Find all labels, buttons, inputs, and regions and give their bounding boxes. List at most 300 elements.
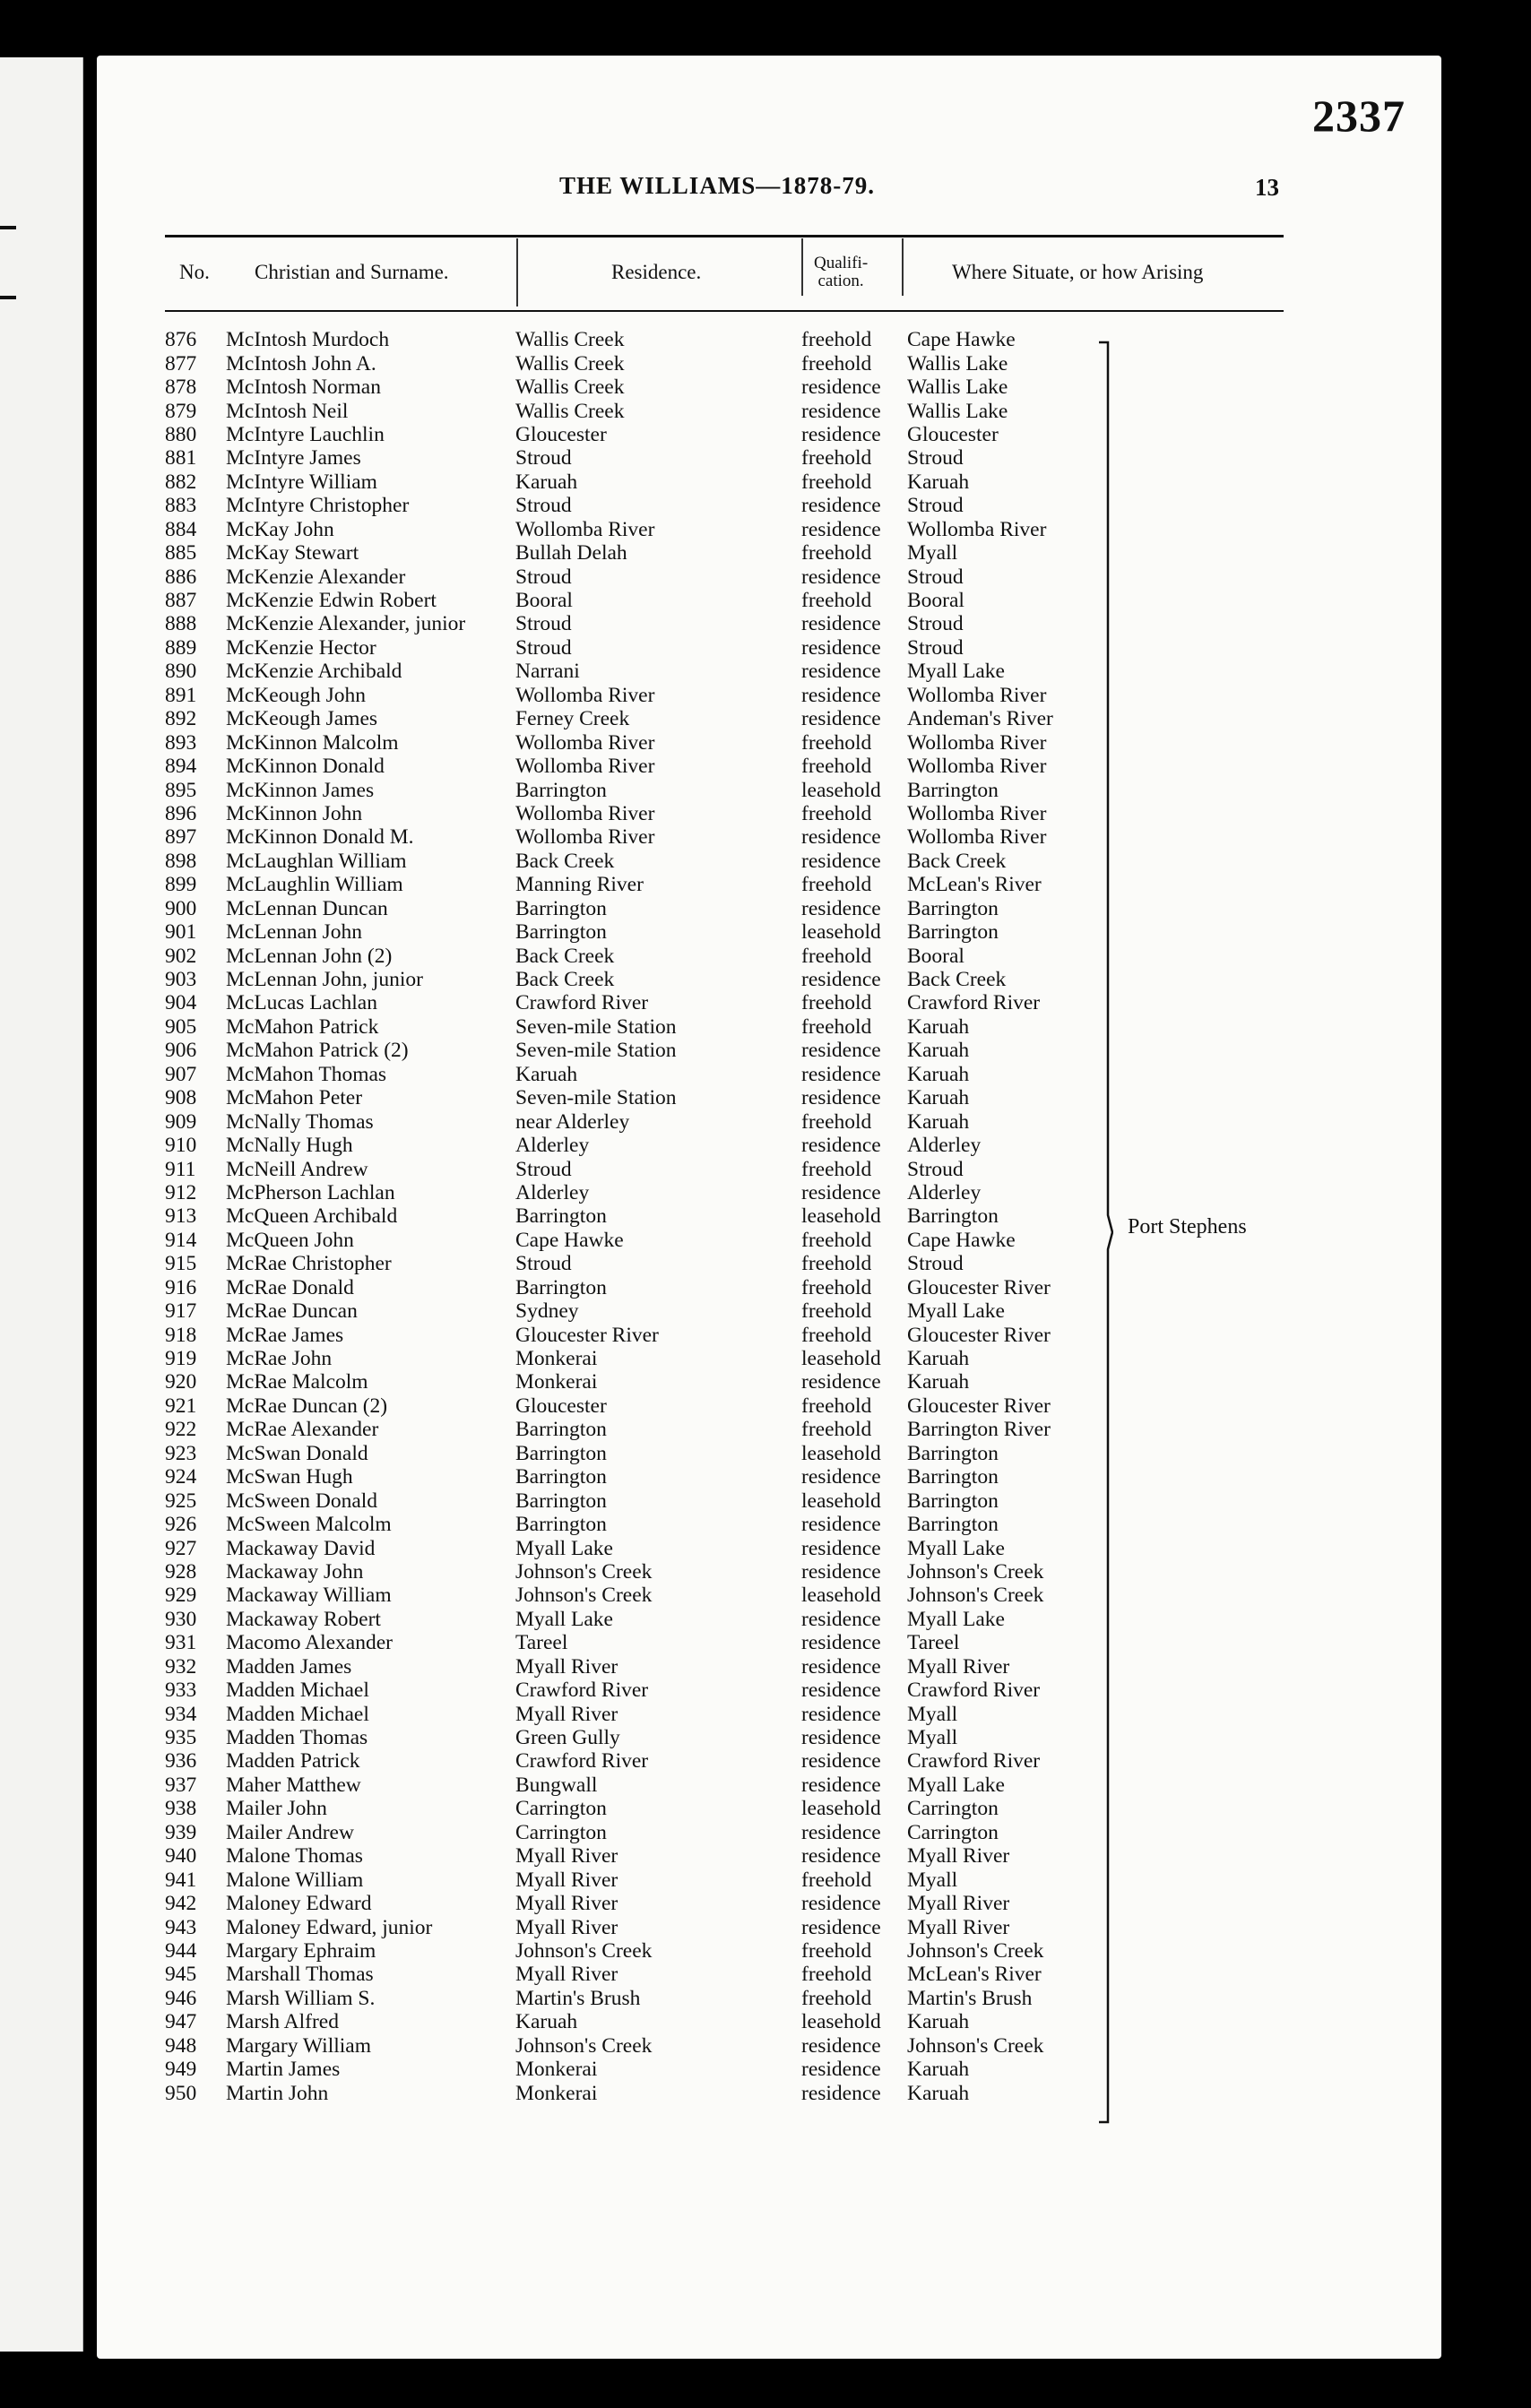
entry-number: 940 (165, 1844, 197, 1869)
table-row (165, 825, 1104, 849)
voter-name: McKinnon John (226, 801, 363, 825)
voter-name: Mackaway William (226, 1584, 392, 1608)
table-row (165, 1892, 1104, 1915)
entry-number: 903 (165, 968, 197, 992)
residence: Johnson's Creek (515, 1559, 653, 1584)
qualification: freehold (801, 1963, 872, 1987)
voter-name: Margary William (226, 2033, 371, 2058)
table-row (165, 1465, 1104, 1489)
qualification: freehold (801, 1938, 872, 1963)
residence: Myall River (515, 1915, 618, 1939)
entry-number: 931 (165, 1631, 197, 1655)
qualification: freehold (801, 1275, 872, 1299)
qualification: residence (801, 896, 881, 920)
entry-number: 946 (165, 1986, 197, 2010)
entry-number: 920 (165, 1370, 197, 1394)
table-row (165, 660, 1104, 683)
entry-number: 888 (165, 612, 197, 636)
entry-number: 907 (165, 1062, 197, 1086)
entry-number: 898 (165, 849, 197, 873)
voter-name: Maloney Edward, junior (226, 1915, 433, 1939)
residence: Gloucester (515, 422, 607, 446)
table-row (165, 446, 1104, 470)
qualification: residence (801, 1513, 881, 1537)
table-row (165, 850, 1104, 873)
voter-name: McLucas Lachlan (226, 991, 377, 1015)
qualification: freehold (801, 1986, 872, 2010)
where-situate: Myall Lake (907, 1773, 1005, 1797)
voter-name: McIntyre James (226, 446, 361, 470)
qualification: freehold (801, 801, 872, 825)
entry-number: 936 (165, 1749, 197, 1774)
table-row (165, 1513, 1104, 1536)
voter-name: McQueen Archibald (226, 1204, 398, 1229)
where-situate: Back Creek (907, 849, 1007, 873)
entry-number: 937 (165, 1773, 197, 1797)
where-situate: Karuah (907, 1014, 970, 1039)
voter-name: McLennan John (226, 920, 363, 945)
entry-number: 897 (165, 825, 197, 850)
voter-name: McRae James (226, 1323, 344, 1347)
entry-number: 894 (165, 755, 197, 779)
where-situate: Gloucester (907, 422, 999, 446)
entry-number: 945 (165, 1963, 197, 1987)
voter-name: McMahon Patrick (2) (226, 1039, 409, 1063)
voter-name: McRae Duncan (226, 1299, 358, 1324)
residence: Manning River (515, 873, 644, 897)
entry-number: 942 (165, 1892, 197, 1916)
entry-number: 900 (165, 896, 197, 920)
entry-number: 949 (165, 2058, 197, 2082)
entry-number: 914 (165, 1228, 197, 1252)
voter-name: McKinnon Donald M. (226, 825, 414, 850)
table-row (165, 991, 1104, 1014)
voter-name: Margary Ephraim (226, 1938, 376, 1963)
voter-name: McLaughlan William (226, 849, 407, 873)
table-row (165, 920, 1104, 944)
entry-number: 906 (165, 1039, 197, 1063)
table-row (165, 1347, 1104, 1370)
table-row (165, 1442, 1104, 1465)
qualification: freehold (801, 1299, 872, 1324)
voter-name: McSwan Donald (226, 1441, 368, 1465)
entry-number: 887 (165, 589, 197, 613)
where-situate: Karuah (907, 1062, 970, 1086)
table-row (165, 2010, 1104, 2033)
voter-name: McRae Donald (226, 1275, 354, 1299)
entry-number: 926 (165, 1513, 197, 1537)
running-title: THE WILLIAMS—1878-79. (559, 172, 876, 199)
voter-name: Madden Michael (226, 1679, 369, 1703)
where-situate: Myall Lake (907, 1299, 1005, 1324)
where-situate: Alderley (907, 1180, 982, 1204)
voter-name: Maher Matthew (226, 1773, 361, 1797)
residence: Stroud (515, 446, 572, 470)
qualification: residence (801, 1086, 881, 1110)
entry-number: 891 (165, 683, 197, 707)
voter-name: McKay John (226, 517, 334, 541)
col-header-residence: Residence. (611, 261, 702, 283)
col-header-qualification: Qualifi- cation. (814, 254, 869, 290)
table-row (165, 589, 1104, 612)
where-situate: Barrington (907, 896, 999, 920)
where-situate: Stroud (907, 1252, 964, 1276)
table-row (165, 1797, 1104, 1820)
residence: Stroud (515, 1157, 572, 1181)
entry-number: 892 (165, 707, 197, 731)
entry-number: 879 (165, 399, 197, 423)
qualification: residence (801, 635, 881, 660)
qualification: leasehold (801, 1489, 881, 1513)
qualification: residence (801, 707, 881, 731)
voter-name: McNeill Andrew (226, 1157, 368, 1181)
voter-name: McKenzie Hector (226, 635, 376, 660)
where-situate: Karuah (907, 1039, 970, 1063)
residence: Booral (515, 589, 573, 613)
residence: Alderley (515, 1134, 590, 1158)
qualification: residence (801, 375, 881, 400)
residence: Seven-mile Station (515, 1039, 677, 1063)
residence: Sydney (515, 1299, 579, 1324)
entry-number: 939 (165, 1820, 197, 1844)
voter-name: McKenzie Alexander, junior (226, 612, 466, 636)
col-header-name: Christian and Surname. (255, 261, 449, 283)
residence: Wallis Creek (515, 399, 625, 423)
where-situate: Crawford River (907, 1679, 1041, 1703)
where-situate: Myall Lake (907, 1607, 1005, 1631)
voter-name: McIntyre William (226, 470, 377, 494)
qualification: residence (801, 1370, 881, 1394)
entry-number: 928 (165, 1559, 197, 1584)
qualification: residence (801, 1134, 881, 1158)
table-row (165, 1631, 1104, 1654)
qualification: residence (801, 1465, 881, 1489)
where-situate: McLean's River (907, 1963, 1042, 1987)
entry-number: 923 (165, 1441, 197, 1465)
where-situate: Tareel (907, 1631, 960, 1655)
table-row (165, 1252, 1104, 1275)
residence: Karuah (515, 1062, 578, 1086)
residence: Wollomba River (515, 801, 655, 825)
residence: Tareel (515, 1631, 568, 1655)
where-situate: Barrington (907, 1489, 999, 1513)
qualification: residence (801, 1559, 881, 1584)
entry-number: 932 (165, 1654, 197, 1679)
qualification: residence (801, 1039, 881, 1063)
voter-name: Martin James (226, 2058, 341, 2082)
residence: Monkerai (515, 2058, 598, 2082)
voter-name: McPherson Lachlan (226, 1180, 395, 1204)
qualification: residence (801, 1749, 881, 1774)
voter-name: McKeough John (226, 683, 366, 707)
qualification: residence (801, 2081, 881, 2105)
table-row (165, 1844, 1104, 1868)
table-row (165, 1418, 1104, 1441)
right-brace (1099, 341, 1113, 2124)
entry-number: 890 (165, 660, 197, 684)
voter-name: McSween Malcolm (226, 1513, 392, 1537)
residence: Bungwall (515, 1773, 598, 1797)
where-situate: Myall (907, 541, 958, 565)
qualification: residence (801, 1773, 881, 1797)
qualification: residence (801, 825, 881, 850)
voter-name: McRae Christopher (226, 1252, 392, 1276)
qualification: residence (801, 968, 881, 992)
qualification: residence (801, 565, 881, 589)
where-situate: Crawford River (907, 991, 1041, 1015)
qualification: freehold (801, 991, 872, 1015)
residence: Monkerai (515, 2081, 598, 2105)
entry-number: 910 (165, 1134, 197, 1158)
entry-number: 884 (165, 517, 197, 541)
entry-number: 876 (165, 328, 197, 352)
residence: Crawford River (515, 1749, 649, 1774)
residence: Stroud (515, 635, 572, 660)
residence: Gloucester River (515, 1323, 659, 1347)
qualification: residence (801, 849, 881, 873)
entry-number: 934 (165, 1702, 197, 1726)
table-row (165, 755, 1104, 778)
table-row (165, 328, 1104, 351)
qualification: leasehold (801, 920, 881, 945)
where-situate: Myall River (907, 1844, 1010, 1869)
qualification: freehold (801, 446, 872, 470)
voter-name: McMahon Patrick (226, 1014, 379, 1039)
entry-number: 938 (165, 1797, 197, 1821)
where-situate: Barrington (907, 1513, 999, 1537)
residence: Seven-mile Station (515, 1014, 677, 1039)
where-situate: Barrington (907, 1204, 999, 1229)
entry-number: 902 (165, 944, 197, 968)
table-row (165, 1987, 1104, 2010)
voter-name: McNally Hugh (226, 1134, 353, 1158)
voter-name: Marshall Thomas (226, 1963, 374, 1987)
table-row (165, 1726, 1104, 1749)
entry-number: 915 (165, 1252, 197, 1276)
where-situate: Myall River (907, 1892, 1010, 1916)
table-row (165, 2034, 1104, 2058)
voter-name: McKenzie Edwin Robert (226, 589, 437, 613)
qualification: leasehold (801, 1797, 881, 1821)
residence: Green Gully (515, 1726, 620, 1750)
voter-name: Malone William (226, 1868, 364, 1892)
qualification: freehold (801, 1228, 872, 1252)
column-divider (902, 238, 904, 296)
where-situate: Myall Lake (907, 660, 1005, 684)
residence: Myall River (515, 1654, 618, 1679)
entry-number: 912 (165, 1180, 197, 1204)
where-situate: Barrington River (907, 1418, 1051, 1442)
qualification: leasehold (801, 1347, 881, 1371)
entry-number: 909 (165, 1109, 197, 1134)
table-row (165, 494, 1104, 517)
residence: Myall River (515, 1963, 618, 1987)
entry-number: 881 (165, 446, 197, 470)
where-situate: Karuah (907, 2081, 970, 2105)
qualification: residence (801, 1726, 881, 1750)
entry-number: 950 (165, 2081, 197, 2105)
qualification: residence (801, 1607, 881, 1631)
table-row (165, 399, 1104, 422)
table-row (165, 565, 1104, 588)
qualification: residence (801, 517, 881, 541)
voter-name: McRae Alexander (226, 1418, 379, 1442)
residence: Johnson's Creek (515, 2033, 653, 2058)
residence: Back Creek (515, 849, 615, 873)
qualification: freehold (801, 1868, 872, 1892)
entry-number: 948 (165, 2033, 197, 2058)
table-row (165, 1915, 1104, 1938)
entry-number: 930 (165, 1607, 197, 1631)
column-divider (801, 238, 803, 296)
qualification: freehold (801, 873, 872, 897)
table-row (165, 1370, 1104, 1394)
entry-number: 901 (165, 920, 197, 945)
table-row (165, 802, 1104, 825)
voter-name: Marsh William S. (226, 1986, 376, 2010)
residence: near Alderley (515, 1109, 630, 1134)
residence: Carrington (515, 1820, 607, 1844)
residence: Barrington (515, 1275, 607, 1299)
table-row (165, 541, 1104, 565)
where-situate: Myall Lake (907, 1536, 1005, 1560)
qualification: residence (801, 1062, 881, 1086)
voter-name: McIntosh Norman (226, 375, 381, 400)
entry-number: 929 (165, 1584, 197, 1608)
residence: Cape Hawke (515, 1228, 624, 1252)
table-row (165, 1063, 1104, 1086)
table-row (165, 2058, 1104, 2081)
table-row (165, 1109, 1104, 1133)
voter-name: McKinnon Malcolm (226, 730, 399, 755)
residence: Wollomba River (515, 730, 655, 755)
where-situate: Karuah (907, 1347, 970, 1371)
residence: Barrington (515, 778, 607, 802)
where-situate: Stroud (907, 565, 964, 589)
voter-name: Madden Michael (226, 1702, 369, 1726)
table-row (165, 1702, 1104, 1725)
where-situate: Cape Hawke (907, 1228, 1016, 1252)
qualification: residence (801, 1654, 881, 1679)
table-row (165, 873, 1104, 896)
voter-name: McKinnon Donald (226, 755, 385, 779)
where-situate: Alderley (907, 1134, 982, 1158)
voter-name: McIntyre Christopher (226, 494, 410, 518)
table-row (165, 423, 1104, 446)
entry-number: 880 (165, 422, 197, 446)
entry-number: 893 (165, 730, 197, 755)
residence: Wallis Creek (515, 328, 625, 352)
qualification: residence (801, 494, 881, 518)
entry-number: 905 (165, 1014, 197, 1039)
where-situate: Cape Hawke (907, 328, 1016, 352)
residence: Wollomba River (515, 755, 655, 779)
table-row (165, 1157, 1104, 1180)
where-situate: Myall (907, 1868, 958, 1892)
table-row (165, 897, 1104, 920)
table-row (165, 1229, 1104, 1252)
voter-name: Marsh Alfred (226, 2010, 339, 2034)
residence: Barrington (515, 1489, 607, 1513)
residence: Myall River (515, 1892, 618, 1916)
where-situate: Wallis Lake (907, 351, 1008, 375)
entry-number: 941 (165, 1868, 197, 1892)
residence: Barrington (515, 1513, 607, 1537)
col-header-no: No. (179, 261, 210, 283)
table-row (165, 778, 1104, 801)
qualification: residence (801, 2058, 881, 2082)
qualification: residence (801, 660, 881, 684)
qualification: residence (801, 683, 881, 707)
qualification: freehold (801, 328, 872, 352)
entry-number: 895 (165, 778, 197, 802)
where-situate: Andeman's River (907, 707, 1053, 731)
qualification: residence (801, 1180, 881, 1204)
table-row (165, 1276, 1104, 1299)
voter-name: Martin John (226, 2081, 329, 2105)
qualification: freehold (801, 755, 872, 779)
residence: Barrington (515, 920, 607, 945)
table-row (165, 1204, 1104, 1228)
voter-name: Madden Thomas (226, 1726, 368, 1750)
voter-name: McNally Thomas (226, 1109, 374, 1134)
where-situate: Karuah (907, 1109, 970, 1134)
entry-number: 904 (165, 991, 197, 1015)
voter-name: Mailer Andrew (226, 1820, 354, 1844)
table-row (165, 684, 1104, 707)
qualification: freehold (801, 730, 872, 755)
entry-number: 947 (165, 2010, 197, 2034)
where-situate: Wollomba River (907, 825, 1047, 850)
qualification: residence (801, 1892, 881, 1916)
adjacent-page-edge (0, 57, 83, 2352)
residence: Monkerai (515, 1370, 598, 1394)
table-row (165, 1181, 1104, 1204)
qualification: residence (801, 1536, 881, 1560)
voter-name: McKinnon James (226, 778, 375, 802)
residence: Myall Lake (515, 1607, 613, 1631)
voter-name: McLennan John, junior (226, 968, 423, 992)
entry-number: 918 (165, 1323, 197, 1347)
voter-name: Mackaway David (226, 1536, 376, 1560)
table-row (165, 968, 1104, 991)
entry-number: 896 (165, 801, 197, 825)
entry-number: 908 (165, 1086, 197, 1110)
where-situate: Stroud (907, 612, 964, 636)
table-row (165, 1868, 1104, 1891)
table-row (165, 2081, 1104, 2104)
where-situate: Johnson's Creek (907, 1938, 1044, 1963)
residence: Wallis Creek (515, 375, 625, 400)
where-situate: Barrington (907, 920, 999, 945)
table-row (165, 636, 1104, 660)
voter-name: Mailer John (226, 1797, 327, 1821)
where-situate: Wallis Lake (907, 375, 1008, 400)
where-situate: Wollomba River (907, 801, 1047, 825)
residence: Barrington (515, 896, 607, 920)
entry-number: 925 (165, 1489, 197, 1513)
entry-number: 889 (165, 635, 197, 660)
voter-name: Madden Patrick (226, 1749, 360, 1774)
where-situate: Gloucester River (907, 1323, 1051, 1347)
voter-name: McSwan Hugh (226, 1465, 353, 1489)
residence: Gloucester (515, 1394, 607, 1418)
residence: Martin's Brush (515, 1986, 641, 2010)
where-situate: Wollomba River (907, 730, 1047, 755)
voter-name: Madden James (226, 1654, 352, 1679)
table-row (165, 1394, 1104, 1418)
table-row (165, 612, 1104, 635)
